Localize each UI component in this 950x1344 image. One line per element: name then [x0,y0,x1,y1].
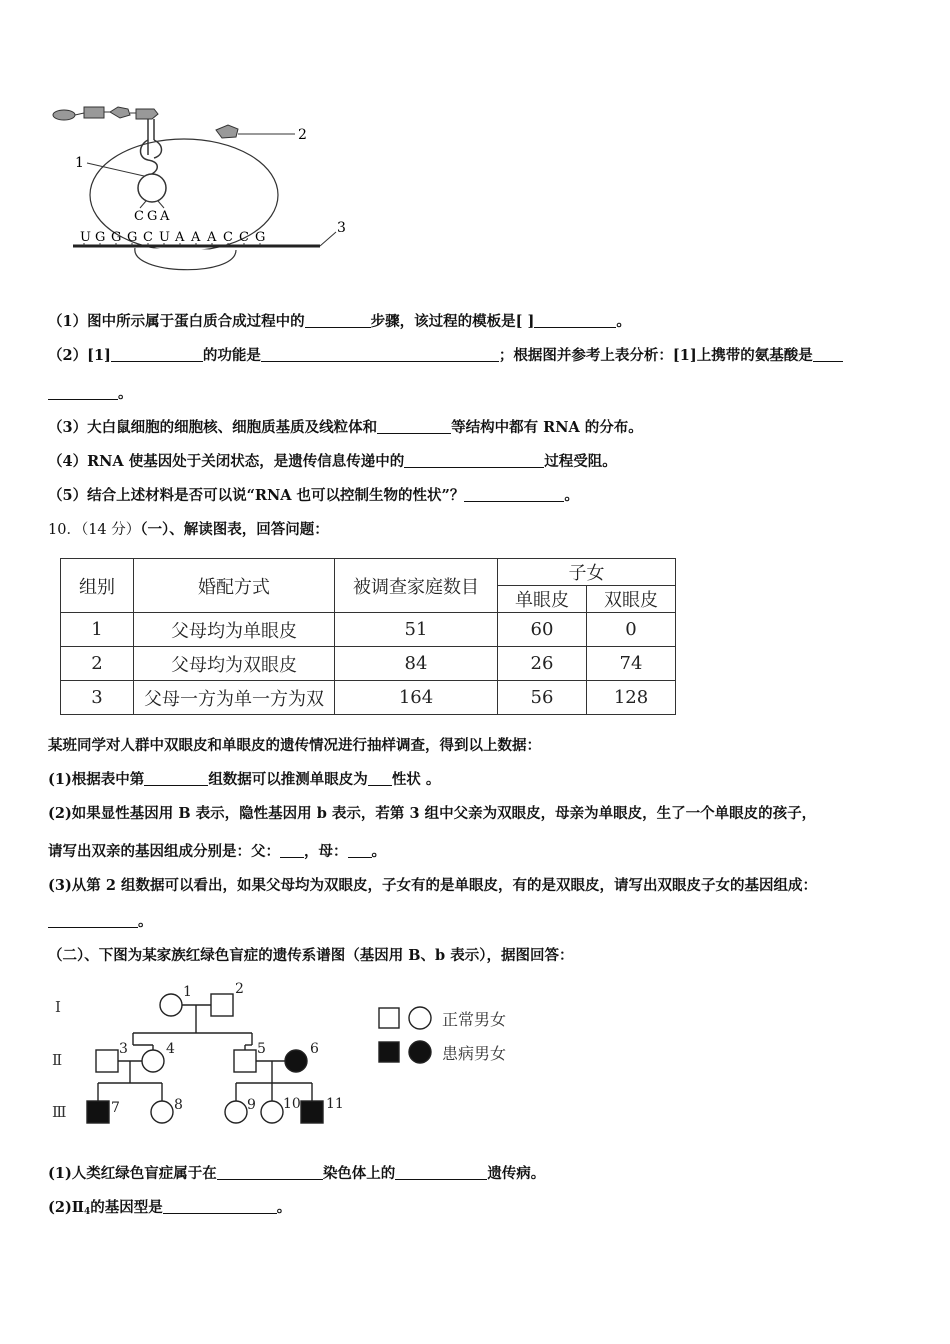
q10-sub-3: (3)从第 2 组数据可以看出，如果父母均为双眼皮，子女有的是单眼皮，有的是双眼皮，请写出双眼皮子女的基因组成： [48,877,817,894]
individual-number: 3 [119,1041,128,1057]
answer-blank[interactable] [163,1199,277,1214]
header-group: 组别 [61,559,134,613]
q10-sub-1: (1)根据表中第 组数据可以推测单眼皮为 性状 。 [48,771,441,788]
section-title: （一）、解读图表，回答问题： [140,521,329,538]
normal-male-symbol [379,1008,399,1028]
mrna-base: A [207,230,217,245]
answer-blank[interactable] [395,1165,487,1180]
normal-female-symbol [409,1007,431,1029]
legend-normal-label: 正常男女 [442,1010,507,1029]
ribosome-small-subunit [135,248,236,270]
trna-loop [138,174,166,202]
q10-part2-sub-2: $(2)Ⅱ_4$的基因型是 。 [48,1199,292,1217]
q9-item-1: （1）图中所示属于蛋白质合成过程中的 步骤，该过程的模板是[ ] 。 [48,313,631,330]
individual-number: 1 [183,984,192,1000]
individual-number: 2 [235,981,244,997]
individual-2-male [211,994,233,1016]
mrna-base: G [95,230,106,245]
answer-blank[interactable] [464,487,564,502]
individual-10-female [261,1101,283,1123]
q10-sub-3-cont: 。 [48,912,153,932]
answer-blank[interactable] [348,843,372,858]
answer-blank[interactable] [534,313,616,328]
mrna-base: G [127,230,138,245]
q10-header [48,520,329,540]
individual-number: 6 [310,1041,319,1057]
answer-blank[interactable] [144,771,208,786]
individual-number: 4 [166,1041,175,1057]
answer-blank[interactable] [261,347,499,362]
anticodon-base: C [134,209,144,224]
individual-number: 5 [257,1041,266,1057]
individual-3-male [96,1050,118,1072]
individual-number: 11 [326,1096,344,1112]
q10-part2-sub-1: (1)人类红绿色盲症属于在 染色体上的 遗传病。 [48,1165,546,1182]
legend-affected-label: 患病男女 [442,1044,507,1063]
mrna-base: U [159,230,170,245]
individual-4-female [142,1050,164,1072]
mrna-base: G [111,230,122,245]
question-number: 10．（14 分） [48,522,141,538]
mrna-base: A [175,230,185,245]
answer-blank[interactable] [48,385,118,400]
individual-7-male-affected [87,1101,109,1123]
mrna-base: C [223,230,233,245]
individual-9-female [225,1101,247,1123]
q9-item-5: （5）结合上述材料是否可以说“RNA 也可以控制生物的性状”？ 。 [48,487,579,504]
q9-item-2-cont: 。 [48,384,133,404]
translation-diagram [40,100,360,280]
generation-label: I [55,998,61,1016]
amino-acid-4 [136,109,158,119]
individual-6-female-affected [285,1050,307,1072]
mrna-base: C [239,230,249,245]
header-families: 被调查家庭数目 [335,559,498,613]
amino-acid-2 [84,107,104,118]
mrna-base: A [191,230,201,245]
answer-blank[interactable] [48,913,138,928]
q10-part-2: （二）、下图为某家族红绿色盲症的遗传系谱图（基因用 B、b 表示），据图回答： [48,947,574,964]
answer-blank[interactable] [377,419,451,434]
answer-blank[interactable] [217,1165,323,1180]
mrna-base: C [143,230,153,245]
q9-item-3: （3）大白鼠细胞的细胞核、细胞质基质及线粒体和 等结构中都有 RNA 的分布。 [48,419,643,436]
table-row: 2 父母均为双眼皮 84 26 74 [61,647,676,681]
mrna-bases [80,230,265,245]
eyelid-data-table [60,558,676,715]
individual-1-female [160,994,182,1016]
q10-sub-2: (2)如果显性基因用 B 表示，隐性基因用 b 表示，若第 3 组中父亲为双眼皮，母亲为单眼皮，生了一个单眼皮的孩子， [48,805,817,822]
anticodon-base: G [147,209,158,224]
header-double-eyelid: 双眼皮 [587,586,676,613]
mrna-base: G [255,230,266,245]
individual-8-female [151,1101,173,1123]
q9-item-4: （4）RNA 使基因处于关闭状态，是遗传信息传递中的 过程受阻。 [48,453,617,470]
answer-blank[interactable] [111,347,203,362]
pedigree-chart [40,975,360,1135]
answer-blank[interactable] [813,347,843,362]
q9-item-2: （2）[1] 的功能是 ；根据图并参考上表分析：[1]上携带的氨基酸是 [48,346,843,366]
free-amino-acid [216,125,238,138]
callout-3: 3 [337,220,346,236]
affected-male-symbol [379,1042,399,1062]
affected-female-symbol [409,1041,431,1063]
answer-blank[interactable] [305,313,371,328]
header-children: 子女 [498,559,676,586]
amino-acid-1 [53,110,75,120]
header-mating: 婚配方式 [134,559,335,613]
individual-11-male-affected [301,1101,323,1123]
table-row: 1 父母均为单眼皮 51 60 0 [61,613,676,647]
header-single-eyelid: 单眼皮 [498,586,587,613]
answer-blank[interactable] [404,453,544,468]
q10-sub-2-cont: 请写出双亲的基因组成分别是：父： ，母： 。 [48,843,386,860]
callout-2: 2 [298,127,307,143]
answer-blank[interactable] [280,843,304,858]
pedigree-legend-symbols [376,1005,436,1065]
answer-blank[interactable] [368,771,392,786]
individual-number: 7 [111,1100,120,1116]
generation-label: Ⅲ [52,1103,67,1121]
individual-5-male [234,1050,256,1072]
table-row: 3 父母一方为单一方为双 164 56 128 [61,681,676,715]
generation-label: Ⅱ [52,1051,63,1069]
mrna-base: U [80,230,91,245]
amino-acid-3 [110,107,130,118]
individual-number: 9 [247,1097,256,1113]
individual-number: 8 [174,1097,183,1113]
anticodon-base: A [160,209,170,224]
callout-1: 1 [75,155,84,171]
individual-number: 10 [283,1096,301,1112]
q10-intro: 某班同学对人群中双眼皮和单眼皮的遗传情况进行抽样调查，得到以上数据： [48,737,541,754]
